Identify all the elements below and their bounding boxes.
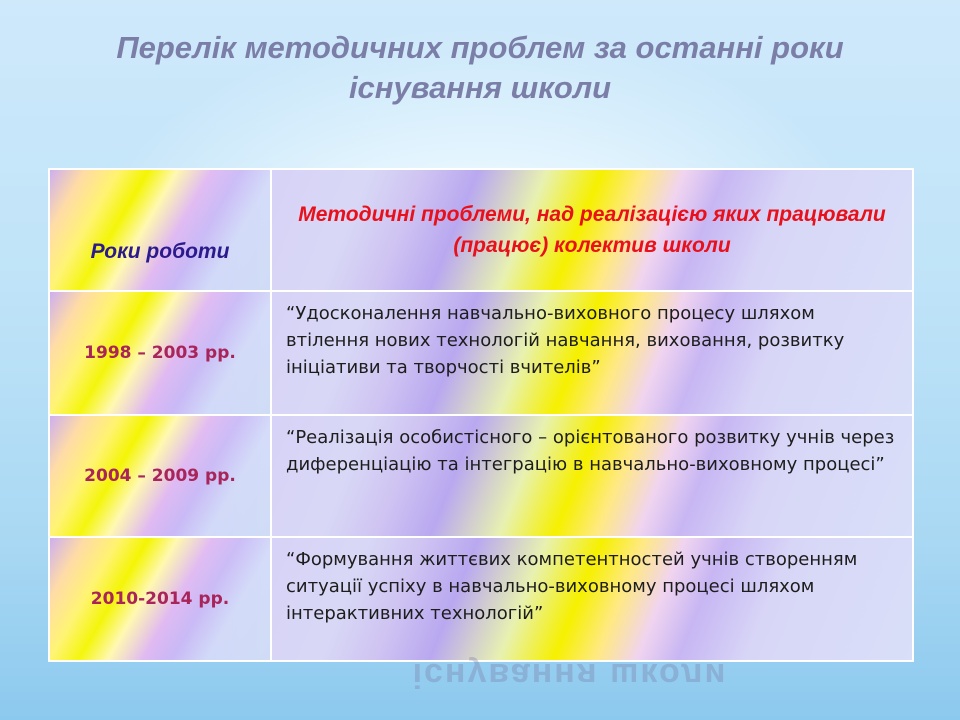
row-problem-text: “Формування життєвих компетентностей учнів створенням ситуації успіху в навчально-виховному процесі шляхом інтерактивних технологій” bbox=[286, 549, 858, 624]
row-years-label: 1998 – 2003 рр. bbox=[84, 343, 236, 363]
header-cell-years bbox=[49, 169, 271, 291]
header-years-label: Роки роботи bbox=[90, 240, 230, 263]
table-row-3-problem-cell bbox=[271, 537, 913, 661]
methodical-problems-table bbox=[48, 168, 914, 662]
table-row-1-problem-cell bbox=[271, 291, 913, 415]
slide-title bbox=[40, 28, 920, 108]
row-years-label: 2010-2014 рр. bbox=[90, 589, 230, 609]
row-problem-text: “Реалізація особистісного – орієнтованого розвитку учнів через диференціацію та інтеграцію в навчально-виховному процесі” bbox=[286, 427, 895, 475]
table-row-1-years-cell bbox=[49, 291, 271, 415]
header-problems-label: Методичні проблеми, над реалізацією яких працювали (працює) колектив школи bbox=[298, 203, 886, 257]
title-reflection: існування школи bbox=[412, 656, 728, 694]
slide-title-line-1: Перелік методичних проблем за останні роки bbox=[116, 30, 844, 65]
header-cell-problems bbox=[271, 169, 913, 291]
table-row-2-problem-cell bbox=[271, 415, 913, 537]
row-years-label: 2004 – 2009 рр. bbox=[84, 466, 236, 486]
slide-title-line-2: існування школи bbox=[348, 70, 612, 105]
row-problem-text: “Удосконалення навчально-виховного процесу шляхом втілення нових технологій навчання, виховання, розвитку ініціативи та творчості вчителів” bbox=[286, 303, 845, 378]
table-row-2-years-cell bbox=[49, 415, 271, 537]
table-row-3-years-cell bbox=[49, 537, 271, 661]
